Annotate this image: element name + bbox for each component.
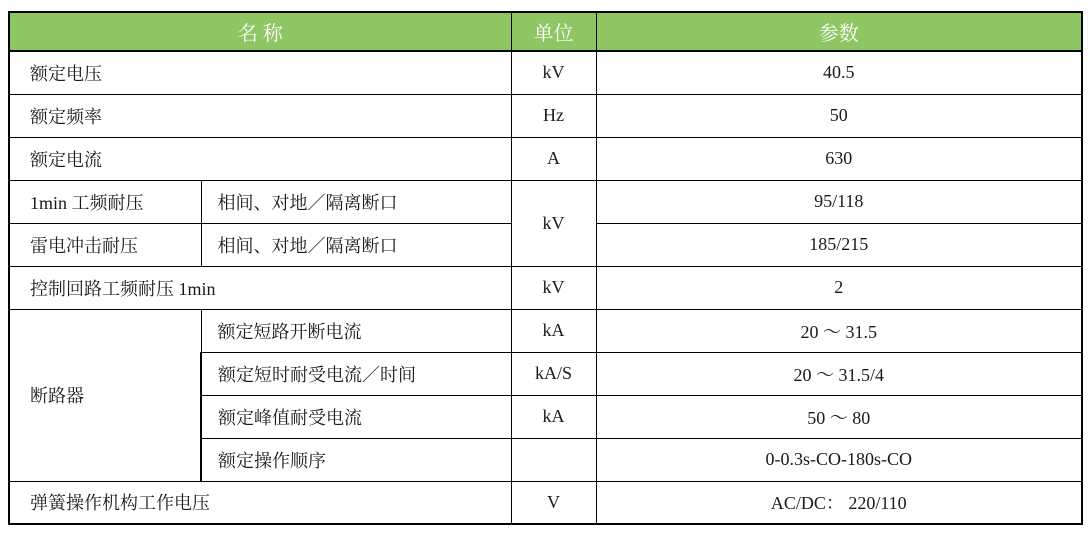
lightning-impulse-param: 185/215 bbox=[596, 223, 1082, 266]
rated-frequency-name: 额定频率 bbox=[9, 94, 511, 137]
withstand-unit: kV bbox=[511, 180, 596, 266]
spring-mechanism-param: AC/DC： 220/110 bbox=[596, 481, 1082, 524]
operating-sequence-param: 0-0.3s-CO-180s-CO bbox=[596, 438, 1082, 481]
breaking-current-param: 20 ～ 31.5 bbox=[596, 309, 1082, 352]
operating-sequence-unit bbox=[511, 438, 596, 481]
peak-current-unit: kA bbox=[511, 395, 596, 438]
lightning-impulse-scope: 相间、对地／隔离断口 bbox=[201, 223, 511, 266]
table-row bbox=[9, 180, 1082, 223]
operating-sequence-name: 额定操作顺序 bbox=[201, 438, 511, 481]
rated-current-unit: A bbox=[511, 137, 596, 180]
rated-current-param: 630 bbox=[596, 137, 1082, 180]
rated-current-name: 额定电流 bbox=[9, 137, 511, 180]
control-circuit-name: 控制回路工频耐压 1min bbox=[9, 266, 511, 309]
spring-mechanism-unit: V bbox=[511, 481, 596, 524]
table-row bbox=[9, 481, 1082, 524]
table-row bbox=[9, 309, 1082, 352]
lightning-impulse-name: 雷电冲击耐压 bbox=[9, 223, 201, 266]
spring-mechanism-name: 弹簧操作机构工作电压 bbox=[9, 481, 511, 524]
peak-current-name: 额定峰值耐受电流 bbox=[201, 395, 511, 438]
rated-frequency-unit: Hz bbox=[511, 94, 596, 137]
header-row bbox=[9, 12, 1082, 51]
control-circuit-param: 2 bbox=[596, 266, 1082, 309]
breaking-current-name: 额定短路开断电流 bbox=[201, 309, 511, 352]
breaking-current-unit: kA bbox=[511, 309, 596, 352]
table-row bbox=[9, 266, 1082, 309]
spec-table bbox=[8, 11, 1083, 525]
table-row bbox=[9, 51, 1082, 94]
rated-voltage-param: 40.5 bbox=[596, 51, 1082, 94]
table-row bbox=[9, 137, 1082, 180]
short-time-current-unit: kA/S bbox=[511, 352, 596, 395]
rated-voltage-unit: kV bbox=[511, 51, 596, 94]
short-time-current-param: 20 ～ 31.5/4 bbox=[596, 352, 1082, 395]
control-circuit-unit: kV bbox=[511, 266, 596, 309]
header-name: 名 称 bbox=[9, 12, 511, 51]
power-freq-withstand-scope: 相间、对地／隔离断口 bbox=[201, 180, 511, 223]
header-unit: 单位 bbox=[511, 12, 596, 51]
rated-voltage-name: 额定电压 bbox=[9, 51, 511, 94]
peak-current-param: 50 ～ 80 bbox=[596, 395, 1082, 438]
header-param: 参数 bbox=[596, 12, 1082, 51]
rated-frequency-param: 50 bbox=[596, 94, 1082, 137]
short-time-current-name: 额定短时耐受电流／时间 bbox=[201, 352, 511, 395]
power-freq-withstand-name: 1min 工频耐压 bbox=[9, 180, 201, 223]
power-freq-withstand-param: 95/118 bbox=[596, 180, 1082, 223]
table-row bbox=[9, 94, 1082, 137]
breaker-group-label: 断路器 bbox=[9, 309, 201, 481]
